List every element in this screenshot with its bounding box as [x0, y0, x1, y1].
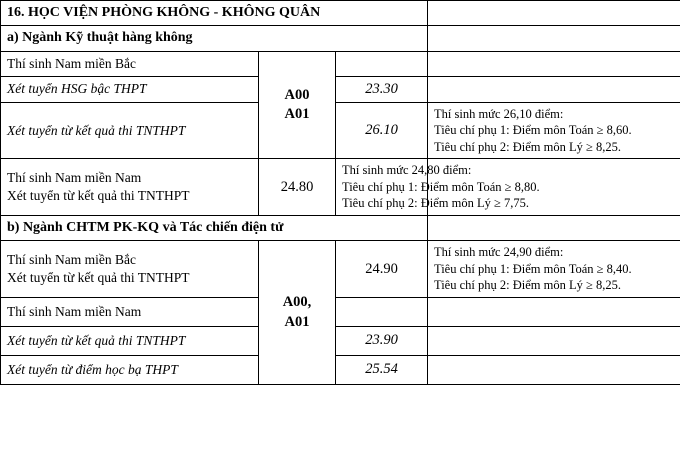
- note-line: Thí sinh mức 24,90 điểm:: [434, 245, 564, 260]
- note-line: Thí sinh mức 24,80 điểm:: [342, 163, 472, 178]
- admission-block-line1: A00,: [282, 294, 312, 311]
- section-a-heading: a) Ngành Kỹ thuật hàng không: [1, 26, 428, 51]
- row-note: [428, 102, 680, 159]
- row-score: 23.90: [336, 326, 428, 355]
- table-row: [1, 102, 680, 159]
- table-row-title: [1, 1, 680, 26]
- empty-cell: [428, 215, 680, 240]
- row-description-line2: Xét tuyển từ kết quả thi TNTHPT: [7, 270, 190, 286]
- admission-block: [259, 241, 336, 385]
- note-line: Tiêu chí phụ 2: Điểm môn Lý ≥ 8,25.: [434, 278, 621, 293]
- row-note: [336, 159, 540, 216]
- table-row: [1, 159, 680, 216]
- row-note: [428, 51, 680, 76]
- empty-cell: [428, 26, 680, 51]
- note-line: Tiêu chí phụ 2: Điểm môn Lý ≥ 7,75.: [342, 196, 529, 211]
- admission-block-line1: A00: [284, 87, 310, 104]
- row-note: [428, 76, 680, 102]
- table-row: [1, 76, 680, 102]
- note-line: Tiêu chí phụ 1: Điểm môn Toán ≥ 8,60.: [434, 123, 632, 138]
- table-row: [1, 51, 680, 76]
- table-row-section-a-heading: [1, 26, 680, 51]
- row-description: [1, 241, 259, 298]
- admission-block: [259, 51, 336, 158]
- row-description: Thí sinh Nam miền Nam: [1, 297, 259, 326]
- note-line: Thí sinh mức 26,10 điểm:: [434, 106, 564, 121]
- table-row: [1, 241, 680, 298]
- row-score: 26.10: [336, 102, 428, 159]
- row-score: 25.54: [336, 355, 428, 384]
- row-description: Xét tuyển từ điểm học bạ THPT: [1, 355, 259, 384]
- row-score: 23.30: [336, 76, 428, 102]
- table-row: [1, 355, 680, 384]
- note-line: Tiêu chí phụ 1: Điểm môn Toán ≥ 8,80.: [342, 179, 540, 194]
- row-note: [428, 355, 680, 384]
- note-line: Tiêu chí phụ 1: Điểm môn Toán ≥ 8,40.: [434, 261, 632, 276]
- row-note: [428, 326, 680, 355]
- note-line: Tiêu chí phụ 2: Điểm môn Lý ≥ 8,25.: [434, 139, 621, 154]
- table-row-section-b-heading: [1, 215, 680, 240]
- row-score: 24.80: [259, 159, 336, 216]
- row-score: [336, 51, 428, 76]
- table-row: [1, 326, 680, 355]
- row-description: Xét tuyển HSG bậc THPT: [1, 76, 259, 102]
- admission-block-line2: A01: [284, 313, 310, 330]
- row-score: 24.90: [336, 241, 428, 298]
- row-description-line1: Thí sinh Nam miền Bắc: [7, 252, 136, 268]
- row-description: Xét tuyển từ kết quả thi TNTHPT: [1, 326, 259, 355]
- row-note: [428, 297, 680, 326]
- admission-block-line2: A01: [284, 106, 310, 123]
- row-note: [428, 241, 680, 298]
- row-description: Thí sinh Nam miền Bắc: [1, 51, 259, 76]
- section-b-heading: b) Ngành CHTM PK-KQ và Tác chiến điện tử: [1, 215, 428, 240]
- row-description-line1: Thí sinh Nam miền Nam: [7, 170, 142, 186]
- row-description: [1, 159, 259, 216]
- table-row: [1, 297, 680, 326]
- row-score: [336, 297, 428, 326]
- row-description: Xét tuyển từ kết quả thi TNTHPT: [1, 102, 259, 159]
- row-description-line2: Xét tuyển từ kết quả thi TNTHPT: [7, 188, 190, 204]
- document-title: 16. HỌC VIỆN PHÒNG KHÔNG - KHÔNG QUÂN: [1, 1, 428, 26]
- empty-cell: [428, 1, 680, 26]
